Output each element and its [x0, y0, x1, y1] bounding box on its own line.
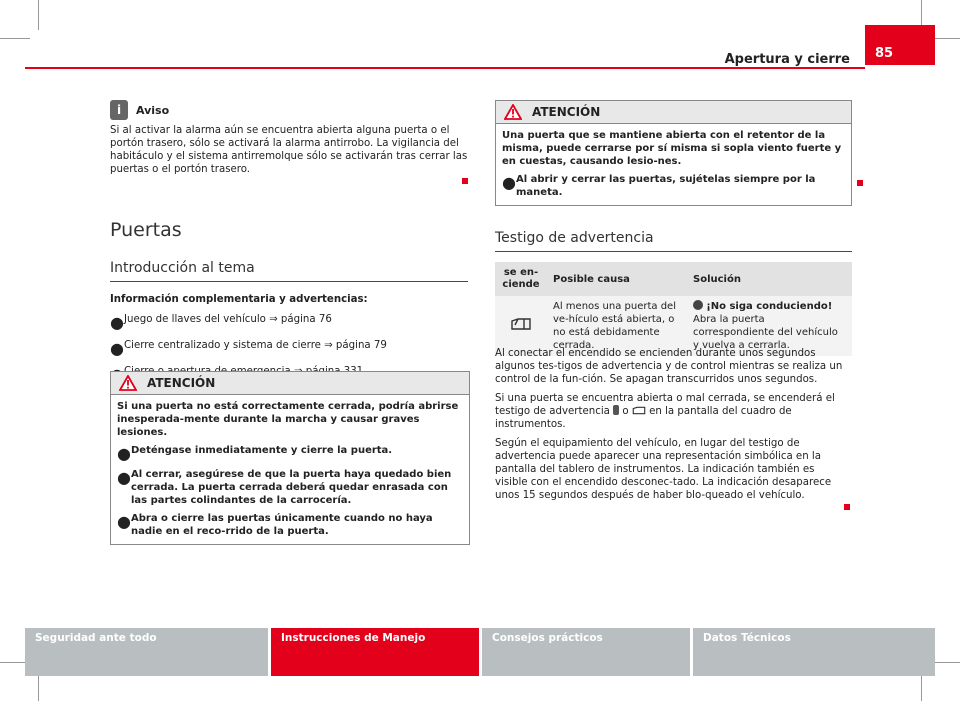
end-mark-icon: [844, 504, 850, 510]
warning-triangle-icon: [504, 104, 522, 120]
list-item: ● Abra o cierre las puertas únicamente cuando no haya nadie en el reco-rrido de la puerta.: [117, 512, 433, 537]
aviso-note: [110, 100, 468, 188]
subsection-rule: [495, 251, 852, 252]
subsection-title: Testigo de advertencia: [495, 230, 654, 246]
solution-bold: ¡No siga conduciendo!: [706, 301, 833, 312]
door-open-warning-icon: [510, 317, 532, 331]
solution-text: Abra la puerta correspondiente del vehículo y vuelva a cerrarla.: [693, 314, 838, 351]
list-item: ● Cierre centralizado y sistema de cierre ⇒ página 79: [110, 339, 387, 358]
table-header: Posible causa: [547, 262, 687, 296]
stop-warning-icon: [693, 300, 703, 310]
header-rule: [25, 67, 865, 69]
warning-text: Una puerta que se mantiene abierta con el retentor de la misma, puede cerrarse por sí misma si sopla viento fuerte y en cuestas, causando lesio-nes.: [502, 130, 842, 167]
warning-box-doors: [110, 371, 470, 545]
door-lamp-icon: [613, 405, 619, 415]
subsection-header: [495, 230, 852, 252]
section-title: Puertas: [110, 219, 182, 241]
table-cell: Al menos una puerta del ve-hículo está abierta, o no está debidamente cerrada.: [547, 296, 687, 356]
list-item: ● Al cerrar, asegúrese de que la puerta haya quedado bien cerrada. La puerta cerrada deberá quedar enrasada con las partes colindantes de la carrocería.: [117, 468, 452, 506]
warning-light-table: [495, 262, 852, 356]
warning-title: ATENCIÓN: [532, 105, 601, 119]
paragraph: Según el equipamiento del vehículo, en lugar del testigo de advertencia puede aparecer una representación simbólica en la pantalla del tablero de instrumentos. La indicación también es visible con el encendido desconec-tado. La indicación desaparece unos 15 segundos después de haber blo-queado el vehículo.: [495, 438, 832, 501]
paragraph: Si una puerta se encuentra abierta o mal cerrada, se encenderá el testigo de advertencia o en la pantalla del cuadro de instrumentos.: [495, 393, 835, 430]
footer-tab-seguridad[interactable]: Seguridad ante todo: [25, 628, 268, 676]
footer-tab-datos[interactable]: Datos Técnicos: [693, 628, 935, 676]
list-item: ● Deténgase inmediatamente y cierre la puerta.: [117, 444, 393, 463]
subsection-title: Introducción al tema: [110, 260, 255, 276]
page-number: 85: [865, 25, 935, 65]
warning-title: ATENCIÓN: [147, 376, 216, 390]
subsection-rule: [110, 281, 468, 282]
subsection-header: [110, 260, 468, 282]
warning-triangle-icon: [119, 375, 137, 391]
info-icon: i: [110, 100, 128, 120]
footer-tab-instrucciones[interactable]: Instrucciones de Manejo: [271, 628, 479, 676]
testigo-body: [495, 347, 850, 514]
list-item: ● Al abrir y cerrar las puertas, sujételas siempre por la maneta.: [502, 173, 816, 198]
paragraph: Al conectar el encendido se encienden durante unos segundos algunos tes-tigos de advertencia y de control mientras se realiza un control de la fun-ción. Se apagan transcurridos unos segundos.: [495, 348, 843, 385]
end-mark-icon: [462, 178, 468, 184]
warning-box-retainer: [495, 100, 852, 206]
running-header: Apertura y cierre: [724, 52, 850, 67]
aviso-title: Aviso: [136, 103, 170, 117]
end-mark-icon: [857, 180, 863, 186]
crop-mark: [38, 0, 39, 30]
footer-tab-consejos[interactable]: Consejos prácticos: [482, 628, 690, 676]
list-item: ● Juego de llaves del vehículo ⇒ página 76: [110, 313, 332, 332]
door-open-warning-icon: [632, 406, 646, 415]
aviso-text: Si al activar la alarma aún se encuentra abierta alguna puerta o el portón trasero, sólo se activará la alarma antirrobo. La vigilancia del habitáculo y el sistema antirremolque sólo se activarán tras cerrar las puertas o el portón trasero.: [110, 125, 468, 175]
crop-mark: [0, 38, 30, 39]
intro-text: Información complementaria y advertencias:: [110, 294, 368, 305]
warning-text: Si una puerta no está correctamente cerrada, podría abrirse inesperada-mente durante la marcha y causar graves lesiones.: [117, 401, 459, 438]
table-header: se en- ciende: [495, 262, 547, 296]
table-header: Solución: [687, 262, 852, 296]
